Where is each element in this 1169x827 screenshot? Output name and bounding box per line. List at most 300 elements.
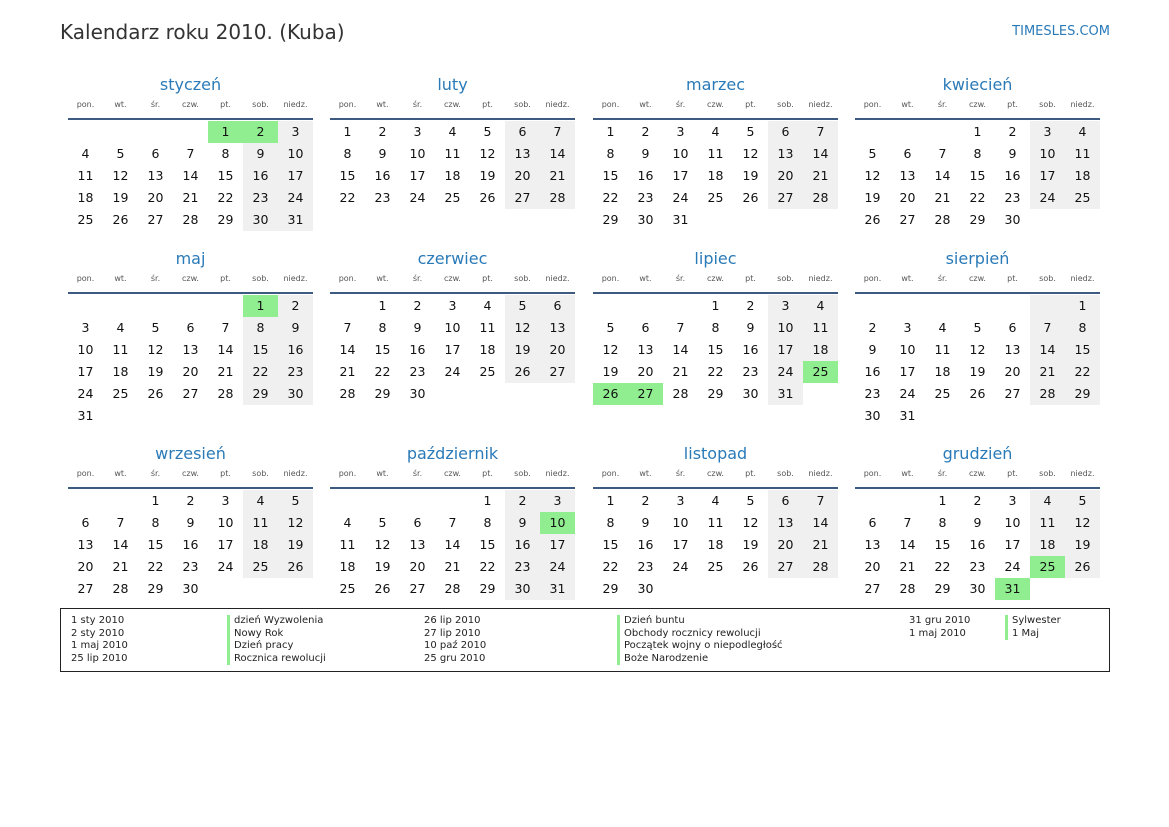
day-cell: 29 [147, 581, 164, 596]
weekday-label: wt. [639, 100, 652, 109]
day-cell: 3 [81, 320, 90, 335]
legend-holiday-name: Dzień pracy [227, 640, 326, 653]
weekday-label: śr. [150, 100, 161, 109]
day-cell: 21 [803, 165, 838, 187]
day-cell: 27 [505, 187, 540, 209]
legend-holiday-name: 1 Maj [1005, 628, 1061, 641]
day-cell: 25 [803, 361, 838, 383]
weekday-label: czw. [182, 274, 199, 283]
empty-cell [435, 490, 470, 512]
weekday-label: pon. [601, 274, 620, 283]
month-name: marzec [685, 75, 745, 94]
day-cell: 15 [1065, 339, 1100, 361]
day-cell: 26 [593, 383, 628, 405]
weekday-header [593, 100, 838, 120]
day-cell: 9 [641, 146, 650, 161]
day-cell: 27 [1004, 386, 1021, 401]
day-cell: 27 [409, 581, 426, 596]
day-cell: 7 [676, 320, 685, 335]
weekday-label: wt. [901, 469, 914, 478]
empty-cell [698, 578, 733, 600]
day-cell: 1 [973, 124, 982, 139]
day-cell: 31 [768, 383, 803, 405]
day-cell: 12 [969, 342, 986, 357]
empty-cell [593, 295, 628, 317]
day-cell: 12 [278, 512, 313, 534]
legend-holiday-name: Obchody rocznicy rewolucji [617, 628, 783, 641]
day-cell: 8 [243, 317, 278, 339]
day-grid [593, 121, 838, 231]
day-cell: 22 [217, 190, 234, 205]
day-cell: 6 [540, 295, 575, 317]
day-cell: 24 [672, 559, 689, 574]
day-cell: 28 [899, 581, 916, 596]
day-cell: 23 [505, 556, 540, 578]
empty-cell [365, 490, 400, 512]
month-10 [330, 443, 575, 600]
empty-cell [925, 405, 960, 427]
day-cell: 11 [934, 342, 951, 357]
empty-cell [995, 295, 1030, 317]
empty-cell [925, 121, 960, 143]
day-cell: 18 [479, 342, 496, 357]
weekday-label: pon. [863, 100, 882, 109]
empty-cell [960, 405, 995, 427]
day-cell: 24 [899, 386, 916, 401]
month-8 [855, 248, 1100, 427]
day-cell: 11 [1030, 512, 1065, 534]
day-cell: 21 [540, 165, 575, 187]
weekday-label: pt. [1007, 469, 1018, 478]
empty-cell [243, 405, 278, 427]
weekday-label: śr. [150, 274, 161, 283]
empty-cell [803, 383, 838, 405]
day-cell: 11 [479, 320, 496, 335]
weekday-label: wt. [376, 100, 389, 109]
legend-date: 25 lip 2010 [71, 652, 128, 664]
empty-cell [855, 121, 890, 143]
day-cell: 24 [540, 556, 575, 578]
weekday-header [68, 274, 313, 294]
empty-cell [138, 295, 173, 317]
day-cell: 3 [448, 298, 457, 313]
day-cell: 20 [637, 364, 654, 379]
empty-cell [960, 295, 995, 317]
weekday-label: niedz. [545, 469, 570, 478]
month-7 [593, 248, 838, 405]
day-cell: 29 [243, 383, 278, 405]
weekday-label: sob. [777, 469, 794, 478]
month-name: grudzień [942, 444, 1013, 463]
day-cell: 16 [505, 534, 540, 556]
day-cell: 28 [934, 212, 951, 227]
weekday-label: pon. [863, 274, 882, 283]
empty-cell [890, 121, 925, 143]
day-cell: 26 [278, 556, 313, 578]
weekday-label: pon. [863, 469, 882, 478]
empty-cell [1030, 405, 1065, 427]
day-cell: 10 [672, 515, 689, 530]
day-cell: 31 [995, 578, 1030, 600]
day-cell: 30 [864, 408, 881, 423]
day-cell: 28 [339, 386, 356, 401]
day-cell: 18 [444, 168, 461, 183]
day-cell: 5 [151, 320, 160, 335]
legend-date: 10 paź 2010 [424, 640, 487, 652]
day-cell: 27 [182, 386, 199, 401]
day-cell: 26 [374, 581, 391, 596]
weekday-header [855, 274, 1100, 294]
day-cell: 25 [77, 212, 94, 227]
day-cell: 19 [112, 190, 129, 205]
day-cell: 27 [899, 212, 916, 227]
day-cell: 2 [505, 490, 540, 512]
day-cell: 18 [707, 537, 724, 552]
day-cell: 16 [278, 339, 313, 361]
day-cell: 9 [868, 342, 877, 357]
day-cell: 4 [343, 515, 352, 530]
day-cell: 20 [1004, 364, 1021, 379]
month-name: styczeń [159, 75, 222, 94]
weekday-label: niedz. [283, 274, 308, 283]
month-name: kwiecień [942, 75, 1013, 94]
day-cell: 6 [505, 121, 540, 143]
weekday-label: niedz. [283, 100, 308, 109]
weekday-header [68, 100, 313, 120]
day-cell: 8 [221, 146, 230, 161]
legend-dates-2 [424, 615, 486, 665]
day-cell: 21 [803, 534, 838, 556]
day-cell: 17 [1004, 537, 1021, 552]
day-cell: 4 [711, 124, 720, 139]
weekday-label: sob. [777, 274, 794, 283]
weekday-label: pon. [338, 469, 357, 478]
day-cell: 25 [1030, 556, 1065, 578]
empty-cell [208, 295, 243, 317]
day-cell: 14 [1030, 339, 1065, 361]
weekday-label: pon. [601, 100, 620, 109]
day-cell: 30 [637, 581, 654, 596]
empty-cell [470, 383, 505, 405]
day-cell: 13 [182, 342, 199, 357]
weekday-label: pt. [220, 100, 231, 109]
day-cell: 13 [147, 168, 164, 183]
day-cell: 6 [768, 490, 803, 512]
day-cell: 12 [479, 146, 496, 161]
weekday-label: niedz. [808, 100, 833, 109]
month-1 [68, 74, 313, 231]
day-cell: 24 [217, 559, 234, 574]
day-cell: 8 [343, 146, 352, 161]
day-cell: 28 [803, 556, 838, 578]
day-cell: 9 [413, 320, 422, 335]
day-cell: 16 [637, 537, 654, 552]
day-cell: 30 [505, 578, 540, 600]
day-cell: 2 [868, 320, 877, 335]
site-link[interactable]: TIMESLES.COM [1012, 24, 1110, 39]
empty-cell [103, 405, 138, 427]
day-cell: 13 [864, 537, 881, 552]
day-cell: 22 [147, 559, 164, 574]
day-cell: 28 [803, 187, 838, 209]
day-cell: 14 [803, 512, 838, 534]
day-cell: 1 [343, 124, 352, 139]
day-cell: 16 [182, 537, 199, 552]
empty-cell [278, 578, 313, 600]
day-cell: 29 [602, 212, 619, 227]
day-cell: 19 [374, 559, 391, 574]
day-grid [68, 490, 313, 600]
day-cell: 21 [444, 559, 461, 574]
day-cell: 10 [217, 515, 234, 530]
day-cell: 24 [1030, 187, 1065, 209]
day-cell: 23 [409, 364, 426, 379]
day-cell: 29 [969, 212, 986, 227]
weekday-label: pon. [76, 100, 95, 109]
day-cell: 30 [278, 383, 313, 405]
weekday-label: pt. [482, 274, 493, 283]
weekday-label: wt. [114, 469, 127, 478]
day-cell: 23 [374, 190, 391, 205]
day-cell: 9 [243, 143, 278, 165]
legend-dates-1 [71, 615, 128, 665]
day-grid [593, 295, 838, 405]
day-cell: 6 [151, 146, 160, 161]
month-12 [855, 443, 1100, 600]
day-cell: 12 [864, 168, 881, 183]
weekday-label: sob. [514, 469, 531, 478]
day-cell: 22 [934, 559, 951, 574]
day-cell: 14 [672, 342, 689, 357]
day-cell: 19 [479, 168, 496, 183]
day-cell: 10 [540, 512, 575, 534]
day-cell: 5 [278, 490, 313, 512]
day-cell: 19 [147, 364, 164, 379]
weekday-header [593, 469, 838, 489]
day-cell: 4 [483, 298, 492, 313]
month-name: sierpień [945, 249, 1010, 268]
legend-date: 26 lip 2010 [424, 615, 481, 626]
day-cell: 5 [378, 515, 387, 530]
day-cell: 15 [339, 168, 356, 183]
weekday-label: sob. [1039, 274, 1056, 283]
day-grid [330, 490, 575, 600]
legend-date: 1 maj 2010 [71, 640, 128, 652]
day-cell: 1 [208, 121, 243, 143]
day-cell: 2 [746, 298, 755, 313]
day-cell: 21 [112, 559, 129, 574]
month-6 [330, 248, 575, 405]
day-cell: 21 [1030, 361, 1065, 383]
day-cell: 6 [81, 515, 90, 530]
day-cell: 23 [637, 559, 654, 574]
weekday-label: pt. [220, 469, 231, 478]
day-cell: 7 [803, 121, 838, 143]
empty-cell [330, 295, 365, 317]
legend-names-2 [617, 615, 783, 665]
day-cell: 29 [1065, 383, 1100, 405]
legend-date: 1 maj 2010 [909, 627, 966, 639]
day-cell: 3 [278, 121, 313, 143]
day-cell: 16 [864, 364, 881, 379]
day-cell: 16 [243, 165, 278, 187]
day-cell: 26 [742, 190, 759, 205]
day-cell: 10 [672, 146, 689, 161]
month-5 [68, 248, 313, 427]
day-cell: 22 [374, 364, 391, 379]
day-cell: 8 [711, 320, 720, 335]
day-cell: 28 [182, 212, 199, 227]
weekday-label: niedz. [808, 469, 833, 478]
day-cell: 28 [444, 581, 461, 596]
day-cell: 18 [339, 559, 356, 574]
weekday-label: czw. [969, 100, 986, 109]
empty-cell [103, 121, 138, 143]
day-cell: 1 [1065, 295, 1100, 317]
day-cell: 5 [483, 124, 492, 139]
weekday-label: śr. [412, 100, 423, 109]
empty-cell [103, 295, 138, 317]
empty-cell [173, 295, 208, 317]
weekday-label: niedz. [1070, 469, 1095, 478]
weekday-label: niedz. [1070, 100, 1095, 109]
day-cell: 16 [969, 537, 986, 552]
day-cell: 7 [803, 490, 838, 512]
day-cell: 29 [374, 386, 391, 401]
day-cell: 25 [339, 581, 356, 596]
day-grid [593, 490, 838, 600]
day-cell: 15 [243, 339, 278, 361]
day-cell: 17 [409, 168, 426, 183]
legend-holiday-name: Dzień buntu [617, 615, 783, 628]
day-cell: 16 [374, 168, 391, 183]
weekday-label: śr. [412, 469, 423, 478]
empty-cell [768, 209, 803, 231]
holiday-legend [60, 608, 1110, 672]
day-cell: 15 [374, 342, 391, 357]
empty-cell [628, 295, 663, 317]
day-cell: 6 [413, 515, 422, 530]
day-cell: 17 [278, 165, 313, 187]
weekday-label: sob. [252, 274, 269, 283]
day-cell: 1 [711, 298, 720, 313]
day-cell: 10 [77, 342, 94, 357]
day-cell: 26 [742, 559, 759, 574]
empty-cell [400, 490, 435, 512]
month-11 [593, 443, 838, 600]
day-cell: 9 [973, 515, 982, 530]
empty-cell [505, 383, 540, 405]
day-cell: 8 [151, 515, 160, 530]
day-cell: 26 [864, 212, 881, 227]
weekday-label: wt. [639, 469, 652, 478]
empty-cell [803, 578, 838, 600]
day-cell: 13 [1004, 342, 1021, 357]
day-cell: 21 [217, 364, 234, 379]
day-cell: 2 [641, 124, 650, 139]
day-cell: 29 [602, 581, 619, 596]
day-cell: 16 [637, 168, 654, 183]
empty-cell [330, 490, 365, 512]
day-cell: 9 [278, 317, 313, 339]
day-cell: 4 [938, 320, 947, 335]
day-cell: 5 [973, 320, 982, 335]
day-cell: 15 [707, 342, 724, 357]
weekday-label: śr. [937, 469, 948, 478]
day-cell: 27 [768, 187, 803, 209]
day-cell: 28 [217, 386, 234, 401]
day-cell: 15 [934, 537, 951, 552]
day-cell: 20 [409, 559, 426, 574]
weekday-label: czw. [969, 469, 986, 478]
day-cell: 17 [77, 364, 94, 379]
day-cell: 26 [112, 212, 129, 227]
day-cell: 1 [606, 124, 615, 139]
empty-cell [243, 578, 278, 600]
weekday-label: śr. [675, 100, 686, 109]
day-cell: 5 [505, 295, 540, 317]
weekday-label: śr. [150, 469, 161, 478]
day-cell: 22 [969, 190, 986, 205]
day-cell: 17 [217, 537, 234, 552]
day-cell: 12 [374, 537, 391, 552]
day-cell: 13 [768, 512, 803, 534]
day-cell: 4 [1065, 121, 1100, 143]
day-cell: 6 [768, 121, 803, 143]
day-cell: 26 [479, 190, 496, 205]
weekday-label: pt. [745, 100, 756, 109]
empty-cell [435, 383, 470, 405]
weekday-label: sob. [514, 274, 531, 283]
day-cell: 14 [934, 168, 951, 183]
day-cell: 11 [707, 146, 724, 161]
weekday-label: czw. [182, 469, 199, 478]
empty-cell [68, 295, 103, 317]
day-cell: 8 [1065, 317, 1100, 339]
day-cell: 1 [606, 493, 615, 508]
day-cell: 25 [1065, 187, 1100, 209]
day-cell: 15 [479, 537, 496, 552]
weekday-label: pon. [601, 469, 620, 478]
weekday-label: pon. [338, 100, 357, 109]
day-cell: 4 [711, 493, 720, 508]
empty-cell [925, 295, 960, 317]
weekday-label: sob. [252, 100, 269, 109]
day-cell: 24 [77, 386, 94, 401]
month-name: maj [175, 249, 206, 268]
empty-cell [1030, 295, 1065, 317]
legend-date: 25 gru 2010 [424, 652, 486, 664]
weekday-label: pt. [745, 274, 756, 283]
day-cell: 12 [742, 146, 759, 161]
day-cell: 6 [903, 146, 912, 161]
day-cell: 21 [182, 190, 199, 205]
day-cell: 24 [672, 190, 689, 205]
weekday-label: czw. [182, 100, 199, 109]
empty-cell [103, 490, 138, 512]
day-cell: 1 [378, 298, 387, 313]
day-cell: 9 [1008, 146, 1017, 161]
day-cell: 21 [899, 559, 916, 574]
day-cell: 4 [1030, 490, 1065, 512]
empty-cell [733, 578, 768, 600]
weekday-label: sob. [1039, 469, 1056, 478]
empty-cell [138, 405, 173, 427]
weekday-label: pon. [76, 469, 95, 478]
legend-holiday-name: Rocznica rewolucji [227, 653, 326, 666]
day-cell: 7 [186, 146, 195, 161]
weekday-header [330, 100, 575, 120]
